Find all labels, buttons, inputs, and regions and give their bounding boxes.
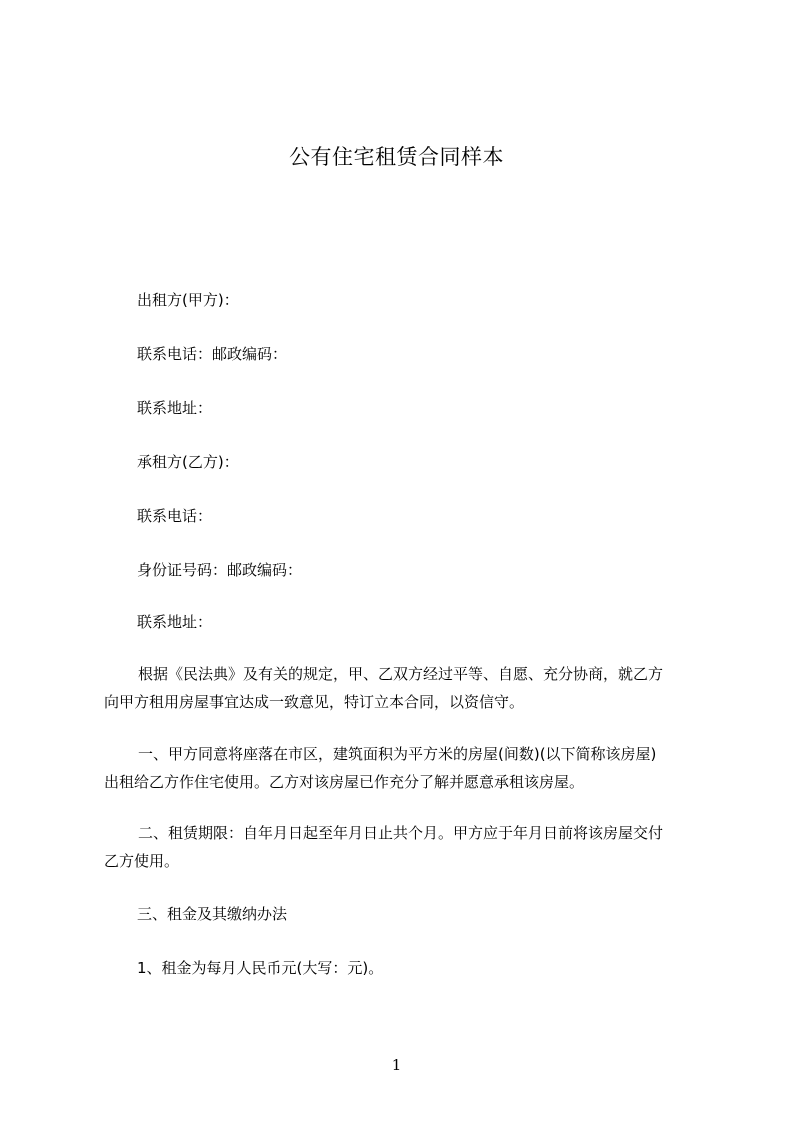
clause-1-line-1: 一、甲方同意将座落在市区，建筑面积为平方米的房屋(间数)(以下简称该房屋) [138, 745, 657, 763]
lessor-address-field: 联系地址： [137, 399, 213, 417]
page-number: 1 [391, 1056, 402, 1074]
section-3-heading: 三、租金及其缴纳办法 [137, 905, 288, 923]
document-title: 公有住宅租赁合同样本 [289, 145, 504, 169]
lessee-phone-field: 联系电话： [137, 507, 213, 525]
clause-1-line-2: 出租给乙方作住宅使用。乙方对该房屋已作充分了解并愿意承租该房屋。 [104, 773, 585, 791]
clause-2-line-1: 二、租赁期限：自年月日起至年月日止共个月。甲方应于年月日前将该房屋交付 [138, 824, 664, 842]
lessor-field: 出租方(甲方)： [137, 291, 239, 309]
clause-2-line-2: 乙方使用。 [104, 852, 180, 870]
lessor-phone-postcode-field: 联系电话：邮政编码： [137, 345, 288, 363]
lessee-field: 承租方(乙方)： [137, 453, 239, 471]
clause-2-paragraph [104, 819, 704, 875]
section-3-item-1: 1、租金为每月人民币元(大写：元)。 [137, 959, 384, 977]
clause-1-paragraph [104, 740, 704, 796]
lessee-address-field: 联系地址： [137, 613, 213, 631]
intro-paragraph [104, 660, 704, 716]
intro-line-1: 根据《民法典》及有关的规定，甲、乙双方经过平等、自愿、充分协商，就乙方 [138, 665, 664, 683]
lessee-id-postcode-field: 身份证号码：邮政编码： [137, 561, 303, 579]
intro-line-2: 向甲方租用房屋事宜达成一致意见，特订立本合同，以资信守。 [104, 693, 525, 711]
